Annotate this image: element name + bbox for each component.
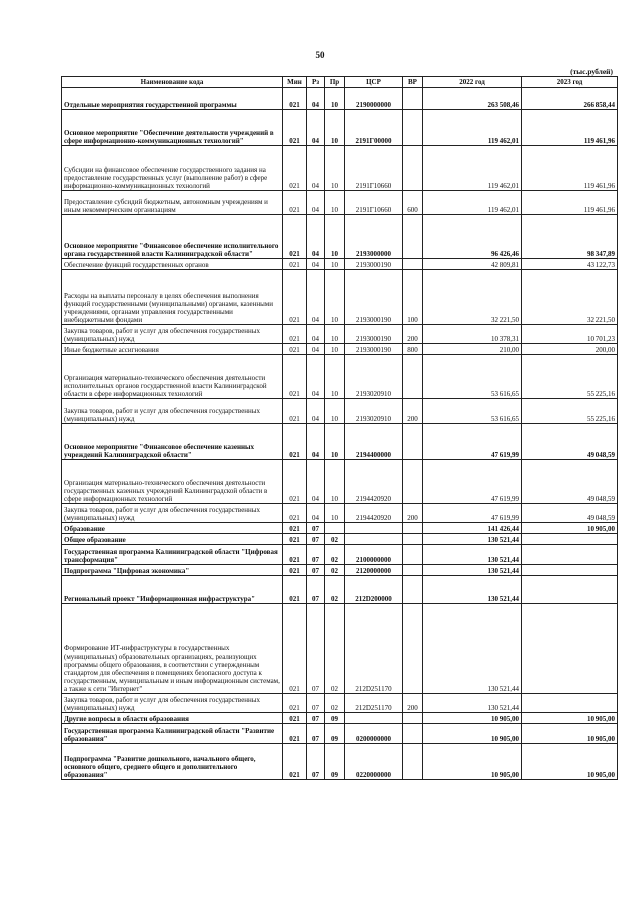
cell-name: Основное мероприятие "Финансовое обеспечение исполнительного органа государственной власти Калининградской области" xyxy=(62,215,283,259)
cell-rz: 07 xyxy=(307,744,325,780)
cell-min: 021 xyxy=(283,325,307,344)
cell-csr: 0220000000 xyxy=(345,744,403,780)
cell-2023: 10 905,00 xyxy=(522,523,618,534)
cell-vr xyxy=(403,576,423,604)
cell-vr xyxy=(403,534,423,545)
header-csr: ЦСР xyxy=(345,77,403,88)
cell-min: 021 xyxy=(283,523,307,534)
units-label: (тыс.рублей) xyxy=(570,67,613,76)
cell-2022: 10 905,00 xyxy=(423,713,522,724)
cell-2023: 10 905,00 xyxy=(522,744,618,780)
cell-csr xyxy=(345,523,403,534)
cell-2022: 130 521,44 xyxy=(423,565,522,576)
cell-2023: 266 858,44 xyxy=(522,88,618,110)
cell-2022: 119 462,01 xyxy=(423,191,522,215)
cell-vr xyxy=(403,460,423,504)
table-row xyxy=(62,270,618,325)
table-row xyxy=(62,424,618,460)
cell-2023 xyxy=(522,565,618,576)
cell-rz: 07 xyxy=(307,694,325,713)
table-row xyxy=(62,504,618,523)
cell-vr: 200 xyxy=(403,694,423,713)
cell-rz: 04 xyxy=(307,146,325,191)
cell-2023: 10 701,23 xyxy=(522,325,618,344)
cell-2022: 42 809,81 xyxy=(423,259,522,270)
cell-2022: 119 462,01 xyxy=(423,146,522,191)
cell-vr: 800 xyxy=(403,344,423,355)
cell-2023 xyxy=(522,604,618,694)
header-vr: ВР xyxy=(403,77,423,88)
cell-pr: 02 xyxy=(325,565,345,576)
cell-min: 021 xyxy=(283,576,307,604)
cell-vr: 200 xyxy=(403,399,423,424)
cell-csr: 2193000190 xyxy=(345,344,403,355)
cell-min: 021 xyxy=(283,504,307,523)
cell-name: Закупка товаров, работ и услуг для обеспечения государственных (муниципальных) нужд xyxy=(62,504,283,523)
cell-vr xyxy=(403,565,423,576)
cell-2023: 200,00 xyxy=(522,344,618,355)
cell-pr: 02 xyxy=(325,576,345,604)
cell-min: 021 xyxy=(283,744,307,780)
cell-name: Подпрограмма "Развитие дошкольного, начального общего, основного общего, среднего общего и дополнительного образования" xyxy=(62,744,283,780)
cell-csr: 2120000000 xyxy=(345,565,403,576)
cell-csr: 2191Г10660 xyxy=(345,146,403,191)
cell-min: 021 xyxy=(283,191,307,215)
cell-vr xyxy=(403,146,423,191)
cell-pr: 10 xyxy=(325,504,345,523)
cell-csr: 2194400000 xyxy=(345,424,403,460)
cell-2023 xyxy=(522,534,618,545)
table-row xyxy=(62,744,618,780)
cell-2023: 119 461,96 xyxy=(522,110,618,146)
cell-rz: 07 xyxy=(307,713,325,724)
page-number: 50 xyxy=(315,50,325,60)
cell-pr: 09 xyxy=(325,744,345,780)
cell-name: Образование xyxy=(62,523,283,534)
cell-2022: 10 378,31 xyxy=(423,325,522,344)
cell-pr: 10 xyxy=(325,399,345,424)
cell-name: Основное мероприятие "Обеспечение деятельности учреждений в сфере информационно-коммуникационных технологий" xyxy=(62,110,283,146)
header-name: Наименование кода xyxy=(62,77,283,88)
cell-pr: 09 xyxy=(325,724,345,744)
cell-min: 021 xyxy=(283,355,307,399)
cell-name: Региональный проект "Информационная инфраструктура" xyxy=(62,576,283,604)
cell-2022: 32 221,50 xyxy=(423,270,522,325)
cell-pr: 02 xyxy=(325,604,345,694)
cell-name: Организация материально-технического обеспечения деятельности исполнительных органов государственной власти Калининградской области в сфере информационных технологий xyxy=(62,355,283,399)
cell-pr: 10 xyxy=(325,325,345,344)
table-row xyxy=(62,110,618,146)
cell-name: Иные бюджетные ассигнования xyxy=(62,344,283,355)
cell-vr xyxy=(403,259,423,270)
cell-pr: 10 xyxy=(325,259,345,270)
cell-name: Организация материально-технического обеспечения деятельности государственных казенных учреждений Калининградской области в сфере информационных технологий xyxy=(62,460,283,504)
cell-min: 021 xyxy=(283,694,307,713)
table-row xyxy=(62,545,618,565)
table-row xyxy=(62,713,618,724)
cell-2023: 49 048,59 xyxy=(522,460,618,504)
cell-csr: 2193000190 xyxy=(345,325,403,344)
cell-min: 021 xyxy=(283,259,307,270)
cell-name: Закупка товаров, работ и услуг для обеспечения государственных (муниципальных) нужд xyxy=(62,694,283,713)
cell-rz: 07 xyxy=(307,604,325,694)
cell-min: 021 xyxy=(283,270,307,325)
cell-2022: 141 426,44 xyxy=(423,523,522,534)
cell-csr: 212D251170 xyxy=(345,604,403,694)
cell-csr: 2193020910 xyxy=(345,399,403,424)
cell-2022: 53 616,65 xyxy=(423,355,522,399)
table-row xyxy=(62,604,618,694)
cell-2022: 96 426,46 xyxy=(423,215,522,259)
cell-rz: 04 xyxy=(307,215,325,259)
cell-name: Закупка товаров, работ и услуг для обеспечения государственных (муниципальных) нужд xyxy=(62,399,283,424)
cell-pr: 10 xyxy=(325,110,345,146)
cell-rz: 04 xyxy=(307,259,325,270)
cell-rz: 04 xyxy=(307,460,325,504)
cell-rz: 04 xyxy=(307,88,325,110)
table-row xyxy=(62,88,618,110)
cell-pr: 10 xyxy=(325,424,345,460)
cell-pr: 02 xyxy=(325,545,345,565)
cell-vr xyxy=(403,88,423,110)
cell-2022: 130 521,44 xyxy=(423,576,522,604)
cell-name: Другие вопросы в области образования xyxy=(62,713,283,724)
cell-name: Отдельные мероприятия государственной программы xyxy=(62,88,283,110)
cell-2022: 130 521,44 xyxy=(423,534,522,545)
table-body xyxy=(62,88,618,780)
cell-min: 021 xyxy=(283,545,307,565)
cell-name: Подпрограмма "Цифровая экономика" xyxy=(62,565,283,576)
cell-min: 021 xyxy=(283,344,307,355)
cell-csr: 212D251170 xyxy=(345,694,403,713)
cell-csr: 2194420920 xyxy=(345,460,403,504)
cell-2023: 43 122,73 xyxy=(522,259,618,270)
cell-pr: 10 xyxy=(325,344,345,355)
cell-name: Закупка товаров, работ и услуг для обеспечения государственных (муниципальных) нужд xyxy=(62,325,283,344)
cell-2022: 10 905,00 xyxy=(423,724,522,744)
table-header-row xyxy=(62,77,618,88)
cell-rz: 07 xyxy=(307,534,325,545)
table-row xyxy=(62,523,618,534)
cell-csr: 2193000190 xyxy=(345,270,403,325)
cell-pr: 09 xyxy=(325,713,345,724)
cell-rz: 04 xyxy=(307,504,325,523)
table-row xyxy=(62,576,618,604)
header-min: Мин xyxy=(283,77,307,88)
cell-min: 021 xyxy=(283,724,307,744)
header-2022: 2022 год xyxy=(423,77,522,88)
cell-pr: 10 xyxy=(325,191,345,215)
cell-min: 021 xyxy=(283,565,307,576)
cell-csr: 2191Г10660 xyxy=(345,191,403,215)
cell-rz: 07 xyxy=(307,565,325,576)
table-row xyxy=(62,724,618,744)
cell-csr xyxy=(345,713,403,724)
cell-name: Основное мероприятие "Финансовое обеспечение казенных учреждений Калининградской области" xyxy=(62,424,283,460)
table-row xyxy=(62,565,618,576)
cell-min: 021 xyxy=(283,110,307,146)
cell-vr xyxy=(403,523,423,534)
cell-rz: 04 xyxy=(307,424,325,460)
table-row xyxy=(62,460,618,504)
cell-vr: 100 xyxy=(403,270,423,325)
cell-name: Расходы на выплаты персоналу в целях обеспечения выполнения функций государственными (муниципальными) органами, казенными учреждениями, органами управления государственными внебюджетными фондами xyxy=(62,270,283,325)
cell-csr: 2193000000 xyxy=(345,215,403,259)
header-2023: 2023 год xyxy=(522,77,618,88)
cell-csr: 2194420920 xyxy=(345,504,403,523)
cell-2022: 53 616,65 xyxy=(423,399,522,424)
cell-pr: 10 xyxy=(325,215,345,259)
table-row xyxy=(62,259,618,270)
cell-rz: 07 xyxy=(307,724,325,744)
budget-table xyxy=(61,76,618,780)
cell-min: 021 xyxy=(283,146,307,191)
table-row xyxy=(62,399,618,424)
cell-pr: 02 xyxy=(325,694,345,713)
cell-vr xyxy=(403,355,423,399)
cell-csr xyxy=(345,534,403,545)
cell-2022: 130 521,44 xyxy=(423,694,522,713)
cell-name: Субсидии на финансовое обеспечение государственного задания на предоставление государственных услуг (выполнение работ) в сфере информационно-коммуникационных технологий xyxy=(62,146,283,191)
cell-pr: 10 xyxy=(325,355,345,399)
cell-csr: 2193020910 xyxy=(345,355,403,399)
cell-csr: 2100000000 xyxy=(345,545,403,565)
cell-vr: 200 xyxy=(403,325,423,344)
cell-2023 xyxy=(522,545,618,565)
cell-vr xyxy=(403,713,423,724)
cell-2022: 47 619,99 xyxy=(423,460,522,504)
cell-min: 021 xyxy=(283,88,307,110)
cell-2023: 10 905,00 xyxy=(522,724,618,744)
cell-name: Общее образование xyxy=(62,534,283,545)
table-row xyxy=(62,344,618,355)
cell-2023 xyxy=(522,694,618,713)
cell-2022: 47 619,99 xyxy=(423,504,522,523)
header-rz: Рз xyxy=(307,77,325,88)
cell-2022: 263 508,46 xyxy=(423,88,522,110)
cell-min: 021 xyxy=(283,399,307,424)
cell-rz: 04 xyxy=(307,344,325,355)
cell-min: 021 xyxy=(283,460,307,504)
cell-min: 021 xyxy=(283,424,307,460)
cell-min: 021 xyxy=(283,713,307,724)
cell-rz: 07 xyxy=(307,523,325,534)
cell-vr xyxy=(403,110,423,146)
cell-min: 021 xyxy=(283,604,307,694)
cell-csr: 212D200000 xyxy=(345,576,403,604)
cell-pr: 10 xyxy=(325,88,345,110)
cell-vr xyxy=(403,744,423,780)
cell-csr: 2191Г00000 xyxy=(345,110,403,146)
table-row xyxy=(62,355,618,399)
cell-vr: 600 xyxy=(403,191,423,215)
cell-vr xyxy=(403,604,423,694)
table-row xyxy=(62,191,618,215)
cell-csr: 2193000190 xyxy=(345,259,403,270)
cell-2023 xyxy=(522,576,618,604)
cell-rz: 07 xyxy=(307,576,325,604)
cell-2022: 10 905,00 xyxy=(423,744,522,780)
cell-rz: 04 xyxy=(307,191,325,215)
cell-2023: 98 347,89 xyxy=(522,215,618,259)
cell-name: Обеспечение функций государственных органов xyxy=(62,259,283,270)
cell-2023: 55 225,16 xyxy=(522,355,618,399)
cell-csr: 0200000000 xyxy=(345,724,403,744)
cell-csr: 2190000000 xyxy=(345,88,403,110)
cell-rz: 04 xyxy=(307,110,325,146)
cell-pr: 02 xyxy=(325,534,345,545)
cell-rz: 04 xyxy=(307,399,325,424)
cell-pr xyxy=(325,523,345,534)
cell-min: 021 xyxy=(283,215,307,259)
cell-rz: 04 xyxy=(307,355,325,399)
table-row xyxy=(62,215,618,259)
cell-vr xyxy=(403,424,423,460)
cell-name: Государственная программа Калининградской области "Развитие образования" xyxy=(62,724,283,744)
cell-2022: 130 521,44 xyxy=(423,545,522,565)
table-row xyxy=(62,534,618,545)
cell-2022: 119 462,01 xyxy=(423,110,522,146)
cell-min: 021 xyxy=(283,534,307,545)
cell-rz: 07 xyxy=(307,545,325,565)
cell-2022: 47 619,99 xyxy=(423,424,522,460)
cell-2023: 10 905,00 xyxy=(522,713,618,724)
cell-name: Предоставление субсидий бюджетным, автономным учреждениям и иным некоммерческим организациям xyxy=(62,191,283,215)
cell-2023: 119 461,96 xyxy=(522,146,618,191)
table-row xyxy=(62,694,618,713)
cell-2022: 210,00 xyxy=(423,344,522,355)
cell-name: Государственная программа Калининградской области "Цифровая трансформация" xyxy=(62,545,283,565)
cell-vr xyxy=(403,545,423,565)
cell-2023: 49 048,59 xyxy=(522,424,618,460)
cell-rz: 04 xyxy=(307,270,325,325)
cell-vr xyxy=(403,215,423,259)
cell-pr: 10 xyxy=(325,460,345,504)
cell-2023: 119 461,96 xyxy=(522,191,618,215)
cell-vr: 200 xyxy=(403,504,423,523)
table-row xyxy=(62,146,618,191)
header-pr: Пр xyxy=(325,77,345,88)
cell-vr xyxy=(403,724,423,744)
cell-pr: 10 xyxy=(325,146,345,191)
cell-pr: 10 xyxy=(325,270,345,325)
cell-2023: 32 221,50 xyxy=(522,270,618,325)
cell-rz: 04 xyxy=(307,325,325,344)
cell-name: Формирование ИТ-инфраструктуры в государственных (муниципальных) образовательных организациях, реализующих программы общего образования, в соответствии с утвержденным стандартом для обеспечения в помещениях безопасного доступа к государственным, муниципальным и иным информационным системам, а также к сети "Интернет" xyxy=(62,604,283,694)
table-row xyxy=(62,325,618,344)
cell-2022: 130 521,44 xyxy=(423,604,522,694)
cell-2023: 49 048,59 xyxy=(522,504,618,523)
cell-2023: 55 225,16 xyxy=(522,399,618,424)
